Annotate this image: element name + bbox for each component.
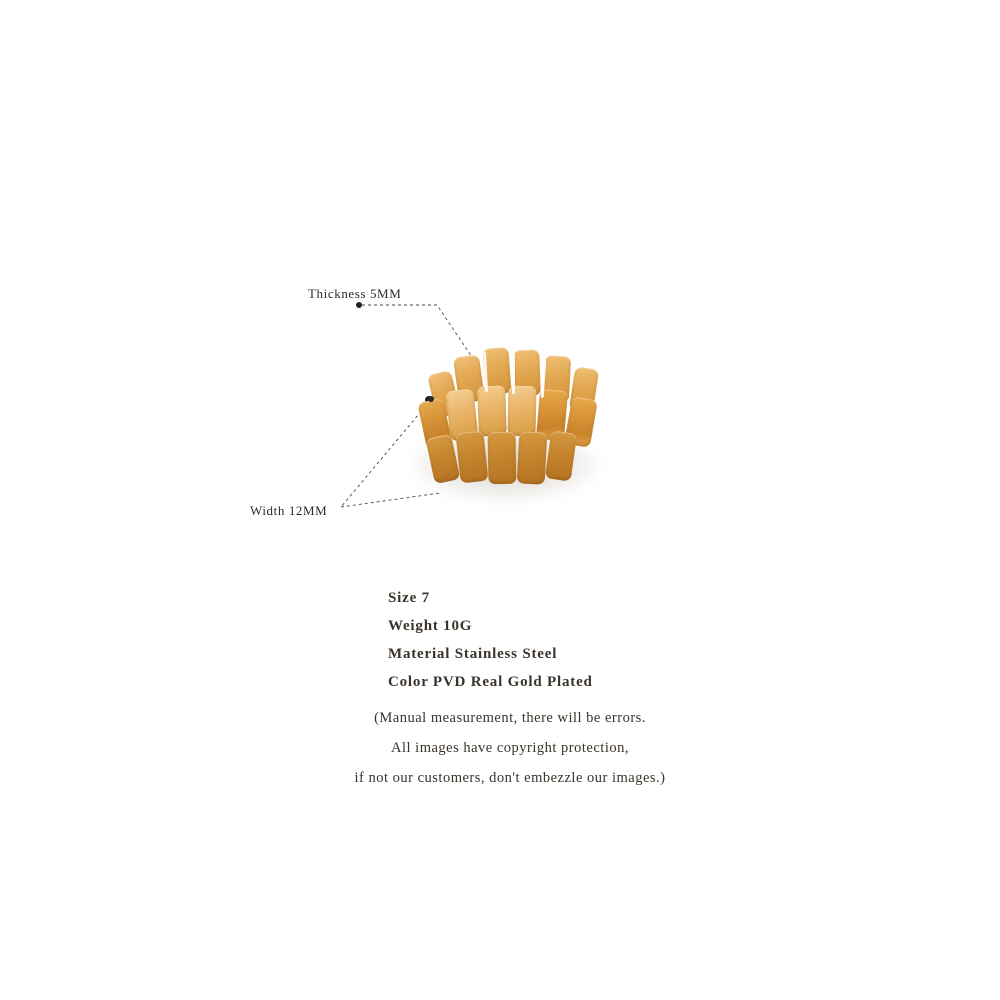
spec-color: Color PVD Real Gold Plated bbox=[388, 674, 593, 690]
product-image bbox=[400, 330, 630, 520]
spec-size: Size 7 bbox=[388, 590, 430, 606]
ring-body bbox=[422, 348, 608, 498]
spec-text-block bbox=[300, 590, 720, 800]
thickness-label: Thickness 5MM bbox=[308, 286, 402, 301]
disclaimer-line-2: All images have copyright protection, bbox=[391, 740, 629, 756]
spec-weight: Weight 10G bbox=[388, 618, 473, 634]
width-label: Width 12MM bbox=[250, 503, 328, 518]
disclaimer-line-3: if not our customers, don't embezzle our images.) bbox=[354, 770, 666, 786]
disclaimer-block bbox=[300, 710, 720, 787]
width-anchor-dot bbox=[428, 396, 434, 402]
spec-material: Material Stainless Steel bbox=[388, 646, 558, 662]
disclaimer-line-1: (Manual measurement, there will be errors. bbox=[374, 710, 646, 726]
